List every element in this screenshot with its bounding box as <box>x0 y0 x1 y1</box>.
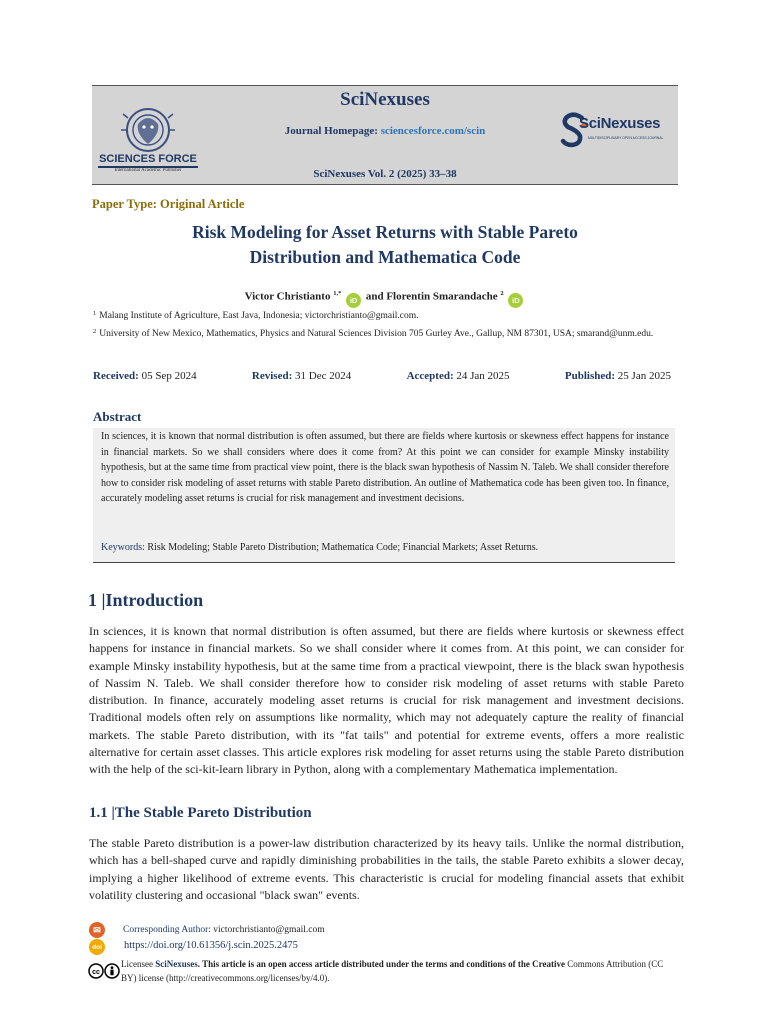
section-heading: 1 |Introduction <box>88 590 204 610</box>
affiliation-text: Malang Institute of Agriculture, East Java, Indonesia; victorchristianto@gmail.com. <box>99 311 419 321</box>
accepted-label: Accepted: <box>406 370 454 382</box>
journal-banner <box>92 85 678 185</box>
revised-value: 31 Dec 2024 <box>295 370 352 382</box>
received-value: 05 Sep 2024 <box>141 370 197 382</box>
author-superscript: 2 <box>500 290 504 297</box>
keywords-text: Risk Modeling; Stable Pareto Distribution; Mathematica Code; Financial Markets; Asset Returns. <box>147 542 539 553</box>
sciences-force-logo <box>94 104 202 180</box>
abstract-heading: Abstract <box>93 409 142 424</box>
sciences-force-wordmark: SCIENCES FORCE <box>99 153 197 165</box>
affiliation-number: 2 <box>93 328 97 335</box>
title-line-1: Risk Modeling for Asset Returns with Stable Pareto <box>192 222 578 242</box>
keywords <box>101 542 669 553</box>
scinexuses-logo <box>560 112 672 152</box>
doi-link[interactable]: https://doi.org/10.61356/j.scin.2025.2475 <box>124 940 298 951</box>
published-date <box>565 370 671 382</box>
author-list <box>92 290 678 308</box>
revised-date <box>252 370 351 382</box>
license-journal: SciNexuses <box>155 959 198 969</box>
received-date <box>93 370 197 382</box>
accepted-date <box>407 370 510 382</box>
orcid-icon[interactable]: iD <box>508 293 523 308</box>
revised-label: Revised: <box>251 370 293 382</box>
section-body: In sciences, it is known that normal distribution is often assumed, but there are fields where kurtosis or skewness effect happens for instance in financial markets. So we shall consider where it comes from. At this point, we can consider for example Minsky instability hypothesis, but at the same time from a practical viewpoint, there is the black swan hypothesis of Nassim N. Taleb. We shall consider therefore how to consider risk modeling of asset returns with stable Pareto distribution. In finance, accurately modeling asset returns is crucial for risk management and investment decisions. Traditional models often rely on assumptions like normality, which may not adequately capture the reality of financial markets. The stable Pareto distribution, with its "fat tails" and potential for extreme events, offers a more realistic alternative for certain asset classes. This article explores risk modeling for asset returns using the stable Pareto distribution with the help of the sci-kit-learn library in Python, along with a complementary Mathematica implementation. <box>89 624 684 777</box>
author-name: Florentin Smarandache <box>386 290 498 303</box>
orcid-icon[interactable]: iD <box>346 293 361 308</box>
license-text <box>121 957 666 985</box>
paper-title <box>92 220 678 270</box>
abstract-text: In sciences, it is known that normal distribution is often assumed, but there are fields where kurtosis or skewness effect happens for instance in financial markets. So we shall considers where does it come from? At this point we can consider for example Minsky instability hypothesis, but at the same time from practical view point, there is the black swan hypothesis of Nassim N. Taleb. We shall consider therefore how to consider risk modeling of asset returns with stable Pareto distribution. An outline of Mathematica code has been given too. In finance, accurately modeling asset returns is crucial for risk management and investment decisions. <box>101 431 669 504</box>
license-prefix: Licensee <box>121 959 156 969</box>
paper-type: Paper Type: Original Article <box>92 197 245 211</box>
publisher-tagline: International Academic Publisher <box>114 168 182 173</box>
affiliation-text: University of New Mexico, Mathematics, Physics and Natural Sciences Division 705 Gurley Ave., Gallup, NM 87301, USA; smarand@unm.edu. <box>99 329 654 339</box>
corresponding-author-label: Corresponding Author: <box>123 925 211 935</box>
scinexuses-tagline: MULTIDISCIPLINARY OPEN ACCESS JOURNAL <box>588 136 664 140</box>
affiliation <box>93 310 673 321</box>
svg-text:cc: cc <box>92 969 100 976</box>
author-name: Victor Christianto <box>244 290 331 303</box>
author-superscript: 1,* <box>333 290 342 297</box>
license-detail: Commons Attribution (CC BY) license (http://creativecommons.org/licenses/by/4.0). <box>121 959 664 983</box>
homepage-label: Journal Homepage: <box>284 125 381 137</box>
abstract-box <box>93 428 675 563</box>
publication-dates <box>93 370 671 382</box>
subsection-heading: 1.1 |The Stable Pareto Distribution <box>89 805 312 821</box>
published-label: Published: <box>564 370 616 382</box>
title-line-2: Distribution and Mathematica Code <box>249 247 521 267</box>
scinexuses-wordmark: SciNexuses <box>579 115 661 132</box>
affiliation-number: 1 <box>93 310 97 317</box>
journal-name: SciNexuses <box>340 89 430 110</box>
accepted-value: 24 Jan 2025 <box>456 370 510 382</box>
issue-info: SciNexuses Vol. 2 (2025) 33–38 <box>313 168 457 180</box>
received-label: Received: <box>93 370 139 382</box>
creative-commons-icon <box>88 963 122 984</box>
subsection-body: The stable Pareto distribution is a power-law distribution characterized by its heavy tails. Unlike the normal distribution, which has a bell-shaped curve and rapidly diminishing probabilities in the tails, the stable Pareto exhibits a slower decay, implying a higher likelihood of extreme events. This characteristic is crucial for modeling financial assets that exhibit volatility clustering and occasional "black swan" events. <box>89 836 684 902</box>
corresponding-author-email[interactable]: victorchristianto@gmail.com <box>210 925 325 935</box>
license-statement: . This article is an open access article distributed under the terms and conditions of the Creative <box>197 959 565 969</box>
envelope-icon: ✉ <box>89 922 105 938</box>
corresponding-author <box>123 925 325 935</box>
affiliation <box>93 325 673 341</box>
published-value: 25 Jan 2025 <box>617 370 671 382</box>
homepage-link[interactable]: sciencesforce.com/scin <box>380 125 486 137</box>
author-connector: and <box>365 290 384 303</box>
keywords-label: Keywords: <box>101 542 145 553</box>
doi-icon: doi <box>89 939 105 955</box>
